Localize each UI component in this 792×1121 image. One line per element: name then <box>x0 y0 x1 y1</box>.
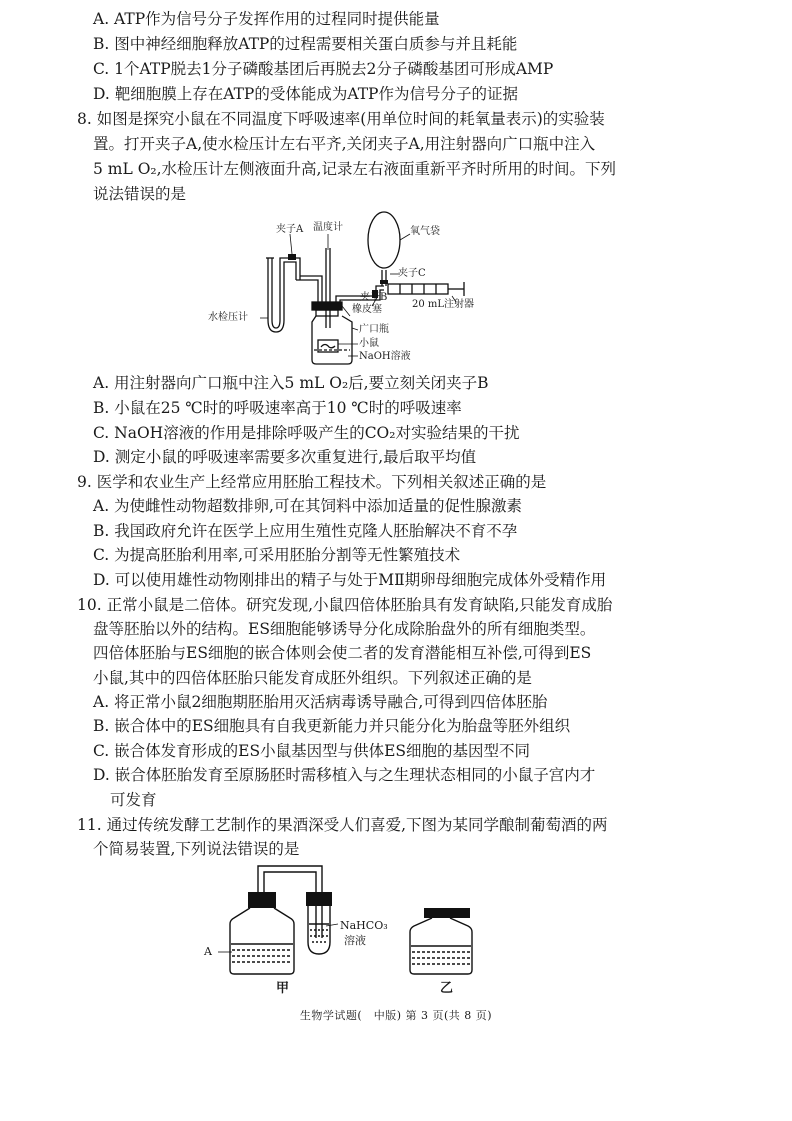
q8-stem-line-3: 5 mL O₂,水检压计左侧液面升高,记录左右液面重新平齐时所用的时间。下列 <box>93 160 616 178</box>
q10-stem-line-1: 10. 正常小鼠是二倍体。研究发现,小鼠四倍体胚胎具有发育缺陷,只能发育成胎 <box>77 596 613 614</box>
label-a: A <box>204 945 212 958</box>
q8-stem-line-4: 说法错误的是 <box>93 185 187 203</box>
clip-a-shape <box>288 254 296 260</box>
label-yi: 乙 <box>440 981 454 996</box>
tube-stopper <box>306 892 332 906</box>
q9-stem: 9. 医学和农业生产上经常应用胚胎工程技术。下列相关叙述正确的是 <box>77 473 547 491</box>
label-thermometer: 温度计 <box>313 222 343 233</box>
q10-stem-line-4: 小鼠,其中的四倍体胚胎只能发育成胚外组织。下列叙述正确的是 <box>93 669 532 687</box>
label-clip-b: 夹子B <box>360 292 388 303</box>
label-jia: 甲 <box>276 981 290 996</box>
q9-option-d: D. 可以使用雄性动物刚排出的精子与处于MⅡ期卵母细胞完成体外受精作用 <box>93 571 607 589</box>
label-solution: 溶液 <box>344 934 366 947</box>
q7-option-c: C. 1个ATP脱去1分子磷酸基团后再脱去2分子磷酸基团可形成AMP <box>93 60 554 78</box>
label-manometer: 水检压计 <box>208 312 248 323</box>
q10-option-a: A. 将正常小鼠2细胞期胚胎用灭活病毒诱导融合,可得到四倍体胚胎 <box>93 693 548 711</box>
clip-c-shape <box>380 280 388 284</box>
label-naoh: NaOH溶液 <box>359 351 411 362</box>
q8-respiration-apparatus-figure <box>200 210 520 370</box>
label-jar: 广口瓶 <box>359 324 389 335</box>
q10-stem-line-3: 四倍体胚胎与ES细胞的嵌合体则会使二者的发育潜能相互补偿,可得到ES <box>93 644 592 662</box>
label-mouse: 小鼠 <box>359 338 379 349</box>
q11-fermentation-figure <box>200 862 500 1000</box>
q8-option-a: A. 用注射器向广口瓶中注入5 mL O₂后,要立刻关闭夹子B <box>93 374 489 392</box>
q11-stem-line-2: 个简易装置,下列说法错误的是 <box>93 840 300 858</box>
q9-option-b: B. 我国政府允许在医学上应用生殖性克隆人胚胎解决不育不孕 <box>93 522 518 540</box>
q8-option-c: C. NaOH溶液的作用是排除呼吸产生的CO₂对实验结果的干扰 <box>93 424 520 442</box>
label-clip-c: 夹子C <box>398 268 426 279</box>
q7-option-d: D. 靶细胞膜上存在ATP的受体能成为ATP作为信号分子的证据 <box>93 85 518 103</box>
q8-option-d: D. 测定小鼠的呼吸速率需要多次重复进行,最后取平均值 <box>93 448 477 466</box>
q8-stem-line-1: 8. 如图是探究小鼠在不同温度下呼吸速率(用单位时间的耗氧量表示)的实验装 <box>77 110 605 128</box>
label-syringe: 20 mL注射器 <box>412 299 475 310</box>
q10-option-c: C. 嵌合体发育形成的ES小鼠基因型与供体ES细胞的基因型不同 <box>93 742 531 760</box>
q9-option-c: C. 为提高胚胎利用率,可采用胚胎分割等无性繁殖技术 <box>93 546 461 564</box>
q11-stem-line-1: 11. 通过传统发酵工艺制作的果酒深受人们喜爱,下图为某同学酿制葡萄酒的两 <box>77 816 608 834</box>
page-footer: 生物学试题( 中版) 第 3 页(共 8 页) <box>299 1009 493 1022</box>
q9-option-a: A. 为使雌性动物超数排卵,可在其饲料中添加适量的促性腺激素 <box>93 497 522 515</box>
q10-option-d-continued: 可发育 <box>110 791 157 809</box>
label-oxygen-bag: 氧气袋 <box>410 226 440 237</box>
q10-option-d: D. 嵌合体胚胎发育至原肠胚时需移植入与之生理状态相同的小鼠子宫内才 <box>93 766 596 784</box>
q7-option-b: B. 图中神经细胞释放ATP的过程需要相关蛋白质参与并且耗能 <box>93 35 518 53</box>
q7-option-a: A. ATP作为信号分子发挥作用的过程同时提供能量 <box>93 10 440 28</box>
jia-stopper <box>248 892 276 908</box>
q10-option-b: B. 嵌合体中的ES细胞具有自我更新能力并只能分化为胎盘等胚外组织 <box>93 717 571 735</box>
yi-lid <box>424 908 470 918</box>
label-nahco3: NaHCO₃ <box>340 919 388 932</box>
q10-stem-line-2: 盘等胚胎以外的结构。ES细胞能够诱导分化成除胎盘外的所有细胞类型。 <box>93 620 596 638</box>
label-rubber-stopper: 橡皮塞 <box>352 304 382 315</box>
q8-stem-line-2: 置。打开夹子A,使水检压计左右平齐,关闭夹子A,用注射器向广口瓶中注入 <box>93 135 596 153</box>
q8-option-b: B. 小鼠在25 ℃时的呼吸速率高于10 ℃时的呼吸速率 <box>93 399 462 417</box>
label-clip-a: 夹子A <box>276 224 304 235</box>
